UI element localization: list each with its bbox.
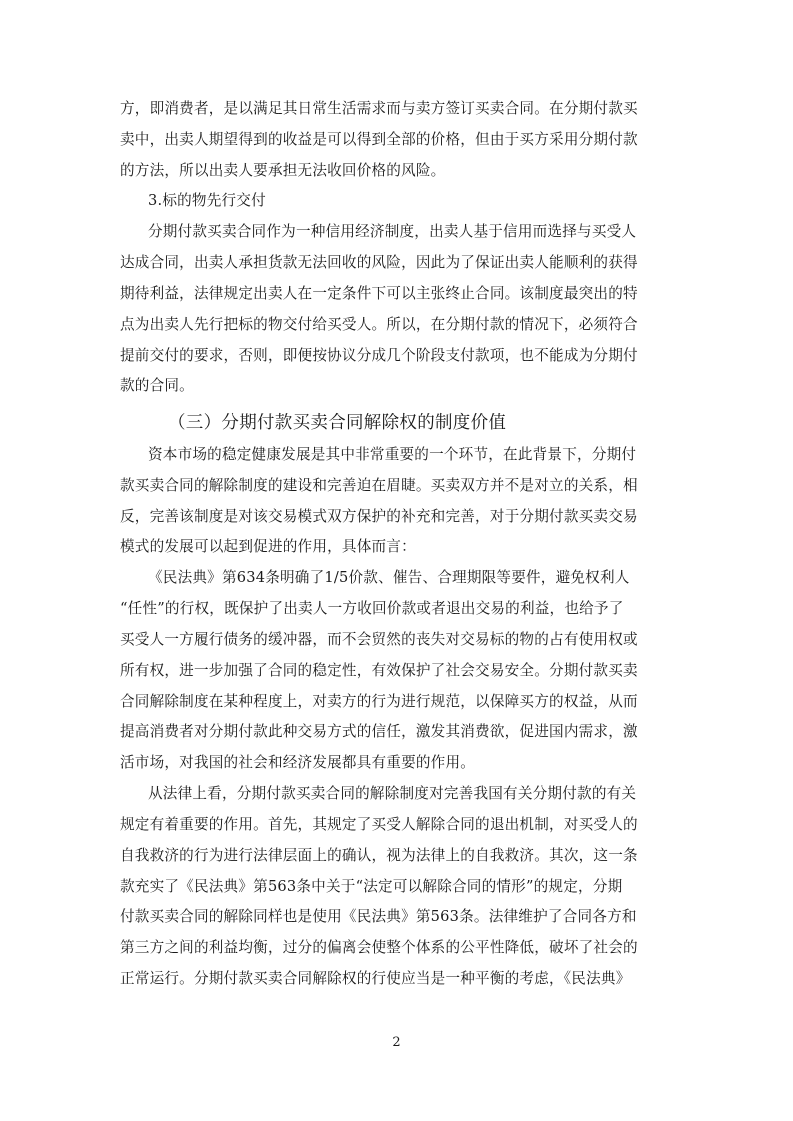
text-line: 模式的发展可以起到促进的作用，具体而言：	[120, 538, 416, 555]
text-line: 分期付款买卖合同作为一种信用经济制度，出卖人基于信用而选择与买受人	[148, 223, 637, 240]
text-line: 期待利益，法律规定出卖人在一定条件下可以主张终止合同。该制度最突出的特	[120, 285, 638, 302]
text-line: 提前交付的要求，否则，即便按协议分成几个阶段支付款项，也不能成为分期付	[120, 347, 638, 364]
text-line: 活市场，对我国的社会和经济发展都具有重要的作用。	[120, 754, 476, 771]
text-line: “任性”的行权，既保护了出卖人一方收回价款或者退出交易的利益，也给予了	[120, 600, 624, 617]
text-line: 的方法，所以出卖人要承担无法收回价格的风险。	[120, 162, 446, 179]
text-line: 款充实了《民法典》第563条中关于“法定可以解除合同的情形”的规定，分期	[120, 878, 623, 895]
text-line: 款买卖合同的解除制度的建设和完善迫在眉睫。买卖双方并不是对立的关系，相	[120, 477, 638, 494]
text-line: 买受人一方履行债务的缓冲器，而不会贸然的丧失对交易标的物的占有使用权或	[120, 631, 638, 648]
text-line: 《民法典》第634条明确了1/5价款、催告、合理期限等要件，避免权利人	[148, 569, 630, 586]
text-line: 资本市场的稳定健康发展是其中非常重要的一个环节，在此背景下，分期付	[148, 446, 637, 463]
text-line: 合同解除制度在某种程度上，对卖方的行为进行规范，以保障买方的权益，从而	[120, 693, 638, 710]
page-number: 2	[392, 1035, 401, 1050]
text-line: 自我救济的行为进行法律层面上的确认，视为法律上的自我救济。其次，这一条	[120, 847, 638, 864]
text-line: 点为出卖人先行把标的物交付给买受人。所以，在分期付款的情况下，必须符合	[120, 316, 638, 333]
text-line: 达成合同，出卖人承担货款无法回收的风险，因此为了保证出卖人能顺利的获得	[120, 254, 638, 271]
text-line: 正常运行。分期付款买卖合同解除权的行使应当是一种平衡的考虑，《民法典》	[120, 970, 631, 987]
text-line: 反，完善该制度是对该交易模式双方保护的补充和完善，对于分期付款买卖交易	[120, 508, 638, 525]
text-line: 方，即消费者，是以满足其日常生活需求而与卖方签订买卖合同。在分期付款买	[120, 100, 638, 117]
text-line: 所有权，进一步加强了合同的稳定性，有效保护了社会交易安全。分期付款买卖	[120, 662, 638, 679]
text-line: 第三方之间的利益均衡，过分的偏离会使整个体系的公平性降低，破坏了社会的	[120, 939, 638, 956]
section-heading: （三）分期付款买卖合同解除权的制度价值	[168, 413, 507, 433]
subheading: 3.标的物先行交付	[148, 192, 266, 209]
text-line: 规定有着重要的作用。首先，其规定了买受人解除合同的退出机制，对买受人的	[120, 816, 638, 833]
text-line: 提高消费者对分期付款此种交易方式的信任，激发其消费欲，促进国内需求，激	[120, 723, 638, 740]
text-line: 付款买卖合同的解除同样也是使用《民法典》第563条。法律维护了合同各方和	[120, 908, 637, 925]
text-line: 从法律上看，分期付款买卖合同的解除制度对完善我国有关分期付款的有关	[148, 785, 637, 802]
text-line: 卖中，出卖人期望得到的收益是可以得到全部的价格，但由于买方采用分期付款	[120, 131, 638, 148]
text-line: 款的合同。	[120, 377, 194, 394]
